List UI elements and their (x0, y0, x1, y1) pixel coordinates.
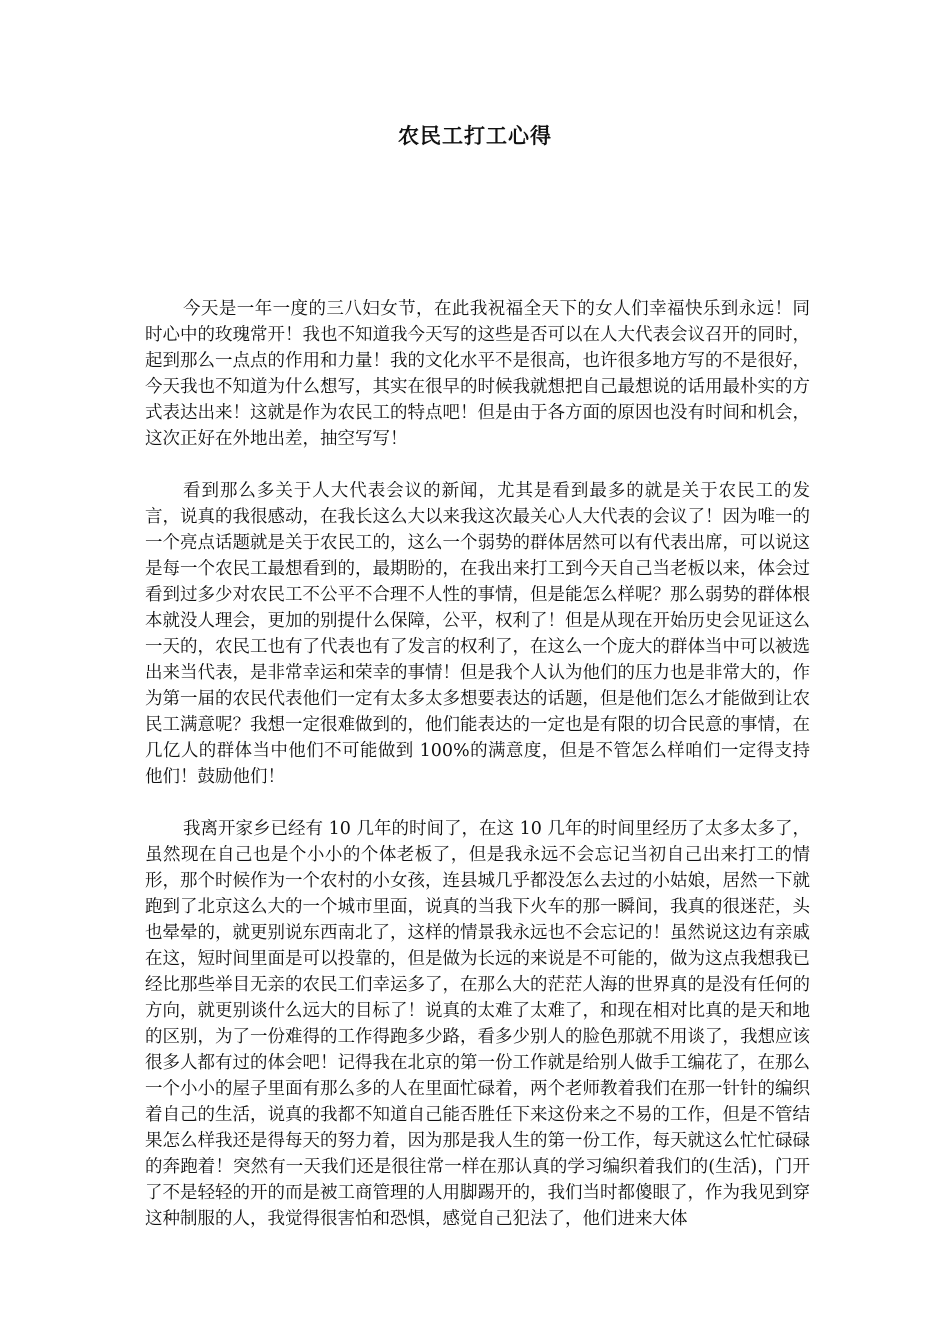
paragraph-2: 看到那么多关于人大代表会议的新闻，尤其是看到最多的就是关于农民工的发言，说真的我很感动，在我长这么大以来我这次最关心人大代表的会议了！因为唯一的一个亮点话题就是关于农民工的，这么一个弱势的群体居然可以有代表出席，可以说这是每一个农民工最想看到的，最期盼的，在我出来打工到今天自己当老板以来，体会过看到过多少对农民工不公平不合理不人性的事情，但是能怎么样呢？那么弱势的群体根本就没人理会，更加的别提什么保障，公平，权利了！但是从现在开始历史会见证这么一天的，农民工也有了代表也有了发言的权利了，在这么一个庞大的群体当中可以被选出来当代表，是非常幸运和荣幸的事情！但是我个人认为他们的压力也是非常大的，作为第一届的农民代表他们一定有太多太多想要表达的话题，但是他们怎么才能做到让农民工满意呢？我想一定很难做到的，他们能表达的一定也是有限的切合民意的事情，在几亿人的群体当中他们不可能做到 100%的满意度，但是不管怎么样咱们一定得支持他们！鼓励他们！ (145, 481, 810, 787)
document-body (145, 296, 810, 1258)
paragraph-3: 我离开家乡已经有 10 几年的时间了，在这 10 几年的时间里经历了太多太多了，虽然现在自己也是个小小的个体老板了，但是我永远不会忘记当初自己出来打工的情形，那个时候作为一个农村的小女孩，连县城几乎都没怎么去过的小姑娘，居然一下就跑到了北京这么大的一个城市里面，说真的当我下火车的那一瞬间，我真的很迷茫，头也晕晕的，就更别说东西南北了，这样的情景我永远也不会忘记的！虽然说这边有亲戚在这，短时间里面是可以投靠的，但是做为长远的来说是不可能的，做为这点我想我已经比那些举目无亲的农民工们幸运多了，在那么大的茫茫人海的世界真的是没有任何的方向，就更别谈什么远大的目标了！说真的太难了太难了，和现在相对比真的是天和地的区别，为了一份难得的工作得跑多少路，看多少别人的脸色那就不用谈了，我想应该很多人都有过的体会吧！记得我在北京的第一份工作就是给别人做手工编花了，在那么一个小小的屋子里面有那么多的人在里面忙碌着，两个老师教着我们在那一针针的编织着自己的生活，说真的我都不知道自己能否胜任下来这份来之不易的工作，但是不管结果怎么样我还是得每天的努力着，因为那是我人生的第一份工作，每天就这么忙忙碌碌的奔跑着！突然有一天我们还是很往常一样在那认真的学习编织着我们的(生活)，门开了不是轻轻的开的而是被工商管理的人用脚踢开的，我们当时都傻眼了，作为我见到穿这种制服的人，我觉得很害怕和恐惧，感觉自己犯法了，他们进来大体 (145, 819, 810, 1229)
paragraph-1: 今天是一年一度的三八妇女节，在此我祝福全天下的女人们幸福快乐到永远！同时心中的玫瑰常开！我也不知道我今天写的这些是否可以在人大代表会议召开的同时，起到那么一点点的作用和力量！我的文化水平不是很高，也许很多地方写的不是很好，今天我也不知道为什么想写，其实在很早的时候我就想把自己最想说的话用最朴实的方式表达出来！这就是作为农民工的特点吧！但是由于各方面的原因也没有时间和机会，这次正好在外地出差，抽空写写！ (145, 299, 810, 449)
document-title: 农民工打工心得 (398, 123, 552, 148)
